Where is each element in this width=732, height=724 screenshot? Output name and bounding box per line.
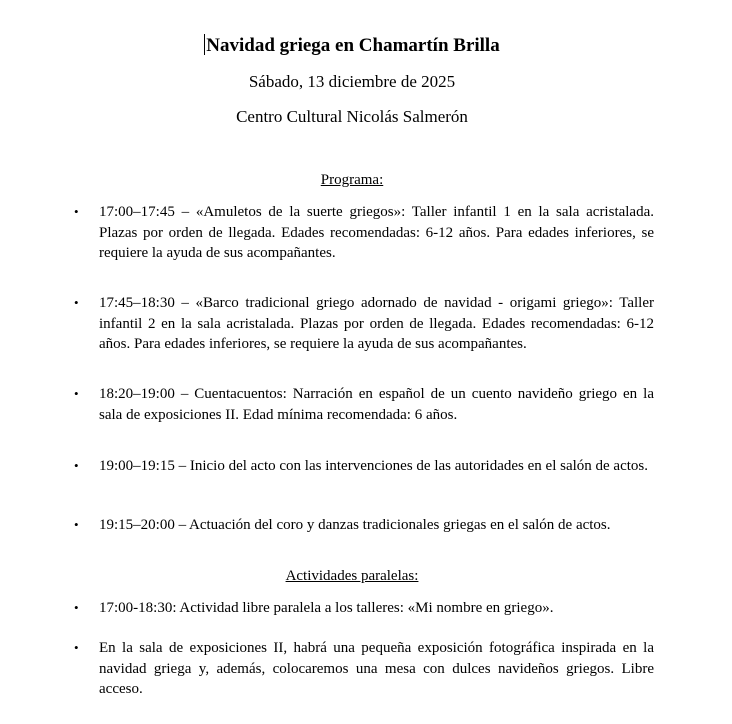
bullet-icon: • (74, 204, 79, 219)
program-item: 19:00–19:15 – Inicio del acto con las intervenciones de las autoridades en el salón de actos. (99, 458, 649, 474)
parallel-activities-heading: Actividades paralelas: (285, 568, 419, 584)
document-title-line (0, 34, 704, 58)
event-date: Sábado, 13 diciembre de 2025 (248, 72, 456, 91)
program-item: 17:45–18:30 – «Barco tradicional griego adornado de navidad - origami griego»: Taller infantil 2 en la sala acristalada. Plazas por orden de llegada. Edades recomendadas: 6-12 años. Para edades inferiores, se requiere la ayuda de sus acompañantes. (99, 295, 654, 352)
program-item: 17:00–17:45 – «Amuletos de la suerte griegos»: Taller infantil 1 en la sala acristalada. Plazas por orden de llegada. Edades recomendadas: 6-12 años. Para edades inferiores, se requiere la ayuda de sus acompañantes. (99, 204, 654, 261)
program-heading: Programa: (320, 172, 384, 188)
bullet-icon: • (74, 517, 79, 532)
event-venue: Centro Cultural Nicolás Salmerón (236, 107, 468, 126)
bullet-icon: • (74, 295, 79, 310)
bullet-icon: • (74, 386, 79, 401)
bullet-icon: • (74, 640, 79, 655)
bullet-icon: • (74, 600, 79, 615)
program-item: 18:20–19:00 – Cuentacuentos: Narración en español de un cuento navideño griego en la sala de exposiciones II. Edad mínima recomendada: 6 años. (99, 386, 654, 423)
parallel-item: En la sala de exposiciones II, habrá una pequeña exposición fotográfica inspirada en la navidad griega y, además, colocaremos una mesa con dulces navideños griegos. Libre acceso. (99, 640, 654, 697)
bullet-icon: • (74, 458, 79, 473)
program-item: 19:15–20:00 – Actuación del coro y danzas tradicionales griegas en el salón de actos. (99, 517, 611, 533)
parallel-item: 17:00-18:30: Actividad libre paralela a los talleres: «Mi nombre en griego». (99, 600, 554, 616)
document-title: Navidad griega en Chamartín Brilla (206, 35, 500, 56)
